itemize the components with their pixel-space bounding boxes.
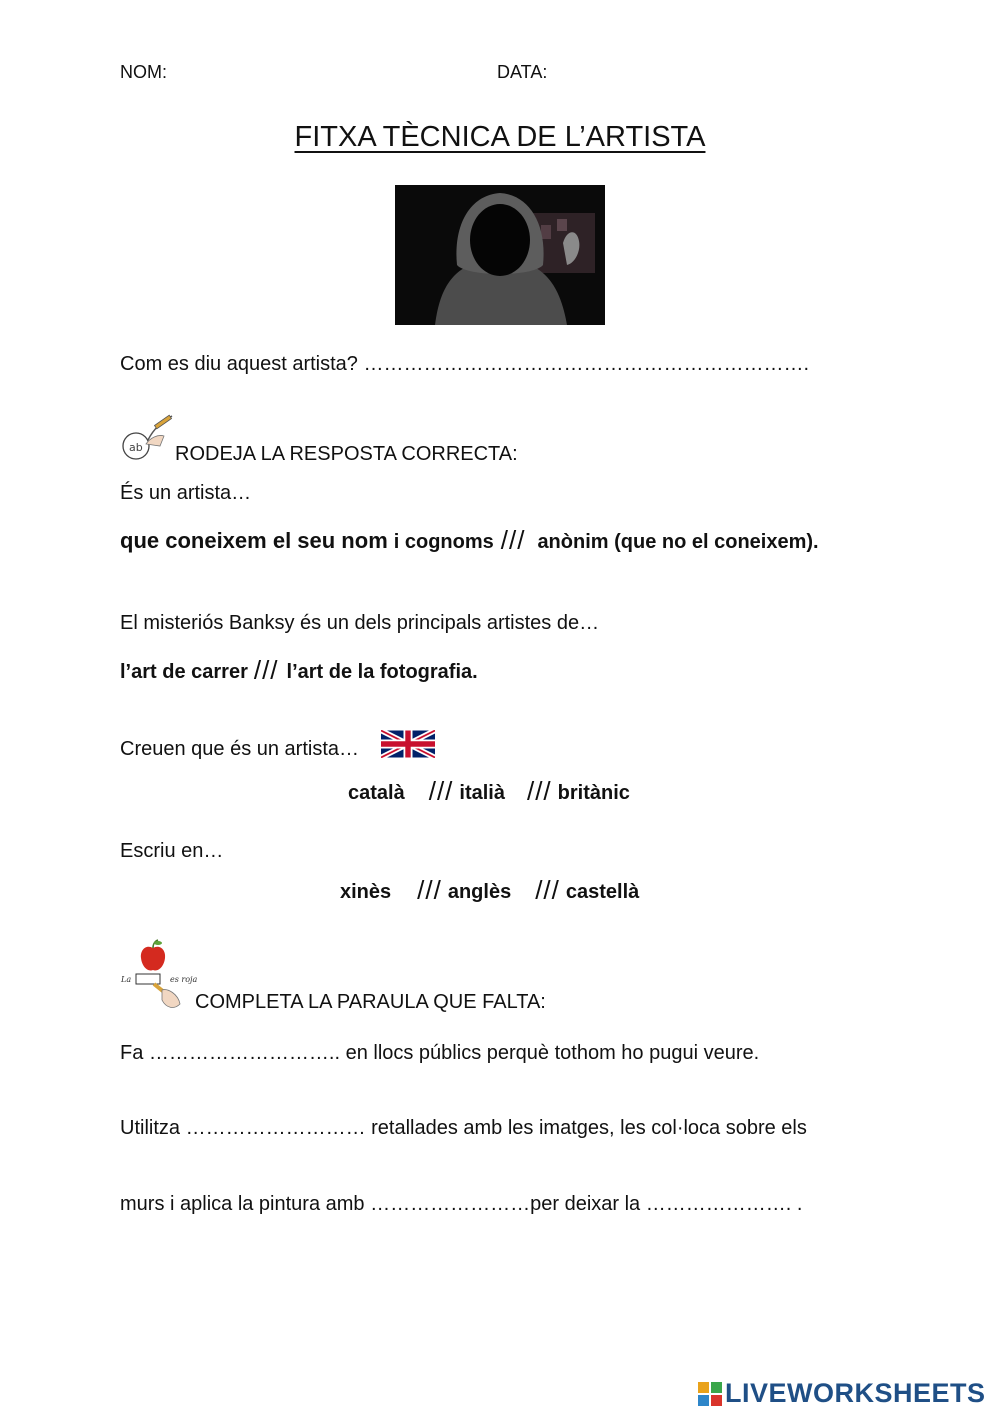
circle-answer-pictogram <box>120 414 176 464</box>
instruction-complete-word: COMPLETA LA PARAULA QUE FALTA: <box>195 991 546 1013</box>
nom-label: NOM: <box>120 62 167 82</box>
fill-line-1: Fa ……………………….. en llocs públics perquè tothom ho pugui veure. <box>120 1042 760 1064</box>
option-photography-art[interactable]: l’art de la fotografia. <box>286 661 478 683</box>
question-art-type-options <box>120 654 478 685</box>
question-nationality-options <box>348 775 630 806</box>
option-separator: /// <box>417 875 442 905</box>
liveworksheets-logo <box>697 1378 986 1409</box>
liveworksheets-logo-text: LIVEWORKSHEETS <box>725 1378 986 1408</box>
question-language-options <box>340 874 639 905</box>
svg-text:ab: ab <box>129 441 143 454</box>
option-anonymous[interactable]: anònim (que no el coneixem). <box>537 531 819 553</box>
question-artist-name: Com es diu aquest artista? …………………………………………………………. <box>120 353 810 375</box>
fill-line-3: murs i aplica la pintura amb ……………………per deixar la …………………. . <box>120 1193 803 1215</box>
option-separator: /// <box>253 655 279 685</box>
option-chinese[interactable]: xinès <box>340 881 392 903</box>
question-nationality-prompt: Creuen que és un artista… <box>120 738 360 760</box>
option-italian[interactable]: italià <box>459 782 505 804</box>
option-known-surname[interactable]: i cognoms <box>393 531 494 553</box>
pictogram-caption-b: es roja <box>170 975 198 984</box>
option-separator: /// <box>500 525 526 555</box>
data-label: DATA: <box>497 62 548 82</box>
option-street-art[interactable]: l’art de carrer <box>120 661 248 683</box>
option-catalan[interactable]: català <box>348 782 405 804</box>
instruction-circle-answer: RODEJA LA RESPOSTA CORRECTA: <box>175 443 518 465</box>
complete-word-pictogram <box>120 938 198 1012</box>
page-title: FITXA TÈCNICA DE L’ARTISTA <box>294 121 706 153</box>
option-british[interactable]: britànic <box>557 782 630 804</box>
liveworksheets-logo-icon <box>697 1381 723 1407</box>
uk-flag-icon <box>381 730 435 758</box>
pictogram-caption-a: La <box>121 975 132 984</box>
option-separator: /// <box>428 776 454 806</box>
option-english[interactable]: anglès <box>447 881 512 903</box>
option-known-name[interactable]: que coneixem el seu nom <box>120 528 388 553</box>
option-separator: /// <box>526 776 552 806</box>
option-spanish[interactable]: castellà <box>565 881 640 903</box>
question-artist-type-prompt: És un artista… <box>120 482 252 504</box>
option-separator: /// <box>535 875 560 905</box>
question-art-type-prompt: El misteriós Banksy és un dels principals artistes de… <box>120 612 600 634</box>
hooded-figure-photo <box>395 185 605 325</box>
question-artist-type-options <box>120 524 819 555</box>
fill-line-2: Utilitza ……………………… retallades amb les imatges, les col·loca sobre els <box>120 1117 807 1139</box>
question-language-prompt: Escriu en… <box>120 840 224 862</box>
